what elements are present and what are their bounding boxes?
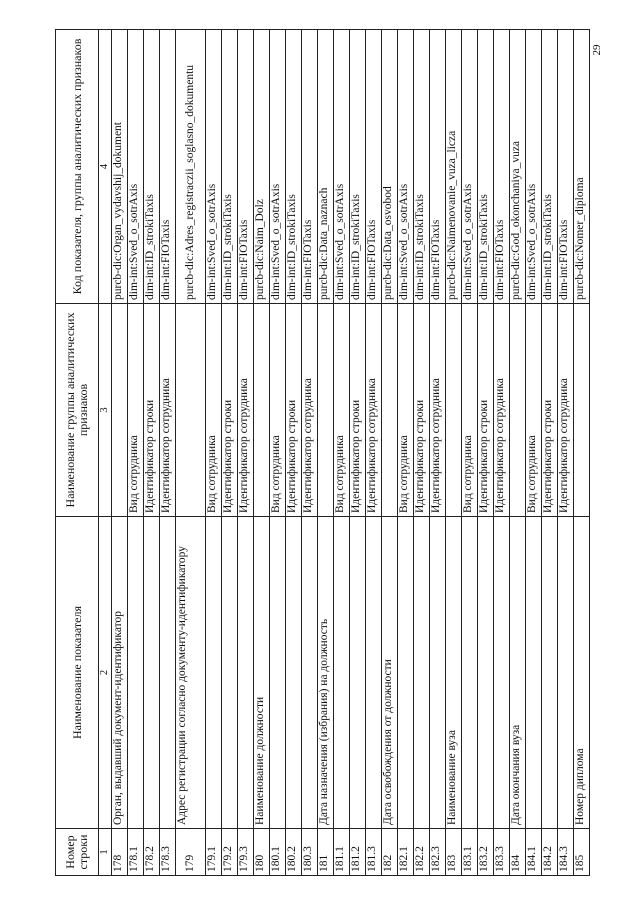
table-row <box>270 30 286 876</box>
indicator-name-cell <box>494 517 510 829</box>
row-number-cell: 181 <box>318 829 334 876</box>
indicator-name-cell: Дата освобождения от должности <box>382 517 398 829</box>
indicator-code-cell: dim-int:FIOTaxis <box>366 30 382 304</box>
indicator-name-cell <box>238 517 254 829</box>
group-name-cell: Идентификатор сотрудника <box>558 304 574 517</box>
indicator-name-cell <box>160 517 176 829</box>
header-row <box>56 30 99 876</box>
table-row <box>238 30 254 876</box>
group-name-cell: Идентификатор строки <box>286 304 302 517</box>
indicator-code-cell: dim-int:ID_strokiTaxis <box>478 30 494 304</box>
row-number-cell: 178 <box>112 829 128 876</box>
indicator-name-cell <box>222 517 238 829</box>
table-row <box>318 30 334 876</box>
indicator-name-cell <box>302 517 318 829</box>
group-name-cell: Идентификатор строки <box>144 304 160 517</box>
row-number-cell: 181.3 <box>366 829 382 876</box>
indicator-code-cell: dim-int:Sved_o_sotrAxis <box>398 30 414 304</box>
indicator-table <box>55 29 590 876</box>
table-body <box>112 30 590 876</box>
table-row <box>144 30 160 876</box>
row-number-cell: 179.2 <box>222 829 238 876</box>
table-row <box>350 30 366 876</box>
indicator-name-cell <box>366 517 382 829</box>
row-number-cell: 184.1 <box>526 829 542 876</box>
indicator-name-cell <box>334 517 350 829</box>
indicator-code-cell: dim-int:Sved_o_sotrAxis <box>526 30 542 304</box>
group-name-cell: Вид сотрудника <box>398 304 414 517</box>
table-row <box>398 30 414 876</box>
indicator-code-cell: purcb-dic:Organ_vydavshij_dokument <box>112 30 128 304</box>
table-row <box>112 30 128 876</box>
header-code: Код показателя, группы аналитических признаков <box>56 30 99 304</box>
table-header <box>56 30 112 876</box>
group-name-cell: Вид сотрудника <box>334 304 350 517</box>
column-number-row <box>99 30 112 876</box>
row-number-cell: 180.3 <box>302 829 318 876</box>
row-number-cell: 180 <box>254 829 270 876</box>
indicator-name-cell <box>478 517 494 829</box>
indicator-code-cell: dim-int:ID_strokiTaxis <box>144 30 160 304</box>
indicator-code-cell: purcb-dic:Adres_registraczii_soglasno_dokumentu <box>176 30 206 304</box>
indicator-name-cell <box>430 517 446 829</box>
group-name-cell <box>112 304 128 517</box>
indicator-code-cell: purcb-dic:Nomer_diploma <box>574 30 590 304</box>
group-name-cell <box>446 304 462 517</box>
row-number-cell: 183.1 <box>462 829 478 876</box>
indicator-name-cell: Дата окончания вуза <box>510 517 526 829</box>
table-row <box>302 30 318 876</box>
indicator-name-cell <box>558 517 574 829</box>
table-row <box>478 30 494 876</box>
indicator-name-cell <box>206 517 222 829</box>
indicator-code-cell: dim-int:Sved_o_sotrAxis <box>270 30 286 304</box>
indicator-code-cell: dim-int:ID_strokiTaxis <box>542 30 558 304</box>
indicator-name-cell <box>128 517 144 829</box>
table-row <box>160 30 176 876</box>
row-number-cell: 178.3 <box>160 829 176 876</box>
table-row <box>382 30 398 876</box>
indicator-code-cell: dim-int:ID_strokiTaxis <box>350 30 366 304</box>
rotated-table-container <box>55 30 586 876</box>
indicator-code-cell: dim-int:ID_strokiTaxis <box>286 30 302 304</box>
row-number-cell: 182.3 <box>430 829 446 876</box>
row-number-cell: 178.1 <box>128 829 144 876</box>
group-name-cell: Идентификатор сотрудника <box>494 304 510 517</box>
table-row <box>574 30 590 876</box>
indicator-code-cell: purcb-dic:God_okonchaniya_vuza <box>510 30 526 304</box>
table-row <box>446 30 462 876</box>
row-number-cell: 180.2 <box>286 829 302 876</box>
table-row <box>222 30 238 876</box>
indicator-code-cell: dim-int:Sved_o_sotrAxis <box>462 30 478 304</box>
row-number-cell: 181.1 <box>334 829 350 876</box>
column-number: 1 <box>99 829 112 876</box>
group-name-cell: Идентификатор сотрудника <box>302 304 318 517</box>
table-row <box>254 30 270 876</box>
page-number: 29 <box>591 44 603 56</box>
group-name-cell: Идентификатор сотрудника <box>238 304 254 517</box>
table-row <box>558 30 574 876</box>
header-indicator-name: Наименование показателя <box>56 517 99 829</box>
row-number-cell: 183.3 <box>494 829 510 876</box>
indicator-table-frame <box>55 30 586 876</box>
indicator-code-cell: dim-int:FIOTaxis <box>430 30 446 304</box>
row-number-cell: 179.1 <box>206 829 222 876</box>
indicator-name-cell: Номер диплома <box>574 517 590 829</box>
indicator-code-cell: purcb-dic:Data_osvobod <box>382 30 398 304</box>
row-number-cell: 182 <box>382 829 398 876</box>
column-number: 3 <box>99 304 112 517</box>
indicator-code-cell: dim-int:FIOTaxis <box>494 30 510 304</box>
indicator-code-cell: dim-int:FIOTaxis <box>302 30 318 304</box>
indicator-name-cell <box>270 517 286 829</box>
indicator-code-cell: dim-int:FIOTaxis <box>238 30 254 304</box>
indicator-code-cell: purcb-dic:Naimenovanie_vuza_licza <box>446 30 462 304</box>
table-row <box>542 30 558 876</box>
indicator-name-cell: Наименование должности <box>254 517 270 829</box>
indicator-name-cell <box>414 517 430 829</box>
table-row <box>334 30 350 876</box>
indicator-name-cell <box>526 517 542 829</box>
indicator-name-cell: Наименование вуза <box>446 517 462 829</box>
indicator-code-cell: dim-int:Sved_o_sotrAxis <box>128 30 144 304</box>
column-number: 2 <box>99 517 112 829</box>
indicator-name-cell <box>398 517 414 829</box>
row-number-cell: 184.3 <box>558 829 574 876</box>
column-number: 4 <box>99 30 112 304</box>
table-row <box>414 30 430 876</box>
table-row <box>176 30 206 876</box>
row-number-cell: 178.2 <box>144 829 160 876</box>
indicator-name-cell <box>286 517 302 829</box>
group-name-cell: Идентификатор строки <box>478 304 494 517</box>
row-number-cell: 185 <box>574 829 590 876</box>
group-name-cell: Идентификатор строки <box>350 304 366 517</box>
row-number-cell: 183.2 <box>478 829 494 876</box>
row-number-cell: 181.2 <box>350 829 366 876</box>
indicator-name-cell <box>462 517 478 829</box>
table-row <box>206 30 222 876</box>
group-name-cell: Вид сотрудника <box>462 304 478 517</box>
group-name-cell: Идентификатор сотрудника <box>160 304 176 517</box>
group-name-cell: Вид сотрудника <box>206 304 222 517</box>
table-row <box>128 30 144 876</box>
table-row <box>510 30 526 876</box>
row-number-cell: 182.2 <box>414 829 430 876</box>
row-number-cell: 180.1 <box>270 829 286 876</box>
row-number-cell: 182.1 <box>398 829 414 876</box>
indicator-name-cell: Дата назначения (избрания) на должность <box>318 517 334 829</box>
group-name-cell: Идентификатор строки <box>542 304 558 517</box>
row-number-cell: 184.2 <box>542 829 558 876</box>
group-name-cell: Вид сотрудника <box>270 304 286 517</box>
indicator-code-cell: dim-int:ID_strokiTaxis <box>414 30 430 304</box>
row-number-cell: 179 <box>176 829 206 876</box>
table-row <box>286 30 302 876</box>
row-number-cell: 184 <box>510 829 526 876</box>
group-name-cell: Идентификатор строки <box>414 304 430 517</box>
group-name-cell <box>510 304 526 517</box>
row-number-cell: 183 <box>446 829 462 876</box>
header-group-name: Наименование группы аналитических признаков <box>56 304 99 517</box>
group-name-cell: Идентификатор сотрудника <box>430 304 446 517</box>
indicator-code-cell: dim-int:Sved_o_sotrAxis <box>334 30 350 304</box>
group-name-cell <box>574 304 590 517</box>
indicator-code-cell: dim-int:Sved_o_sotrAxis <box>206 30 222 304</box>
table-row <box>494 30 510 876</box>
indicator-code-cell: dim-int:FIOTaxis <box>558 30 574 304</box>
table-row <box>366 30 382 876</box>
indicator-name-cell <box>144 517 160 829</box>
indicator-name-cell: Адрес регистрации согласно документу-идентификатору <box>176 517 206 829</box>
group-name-cell: Вид сотрудника <box>128 304 144 517</box>
indicator-code-cell: dim-int:ID_strokiTaxis <box>222 30 238 304</box>
indicator-name-cell: Орган, выдавший документ-идентификатор <box>112 517 128 829</box>
indicator-name-cell <box>542 517 558 829</box>
table-row <box>526 30 542 876</box>
header-row-number: Номер строки <box>56 829 99 876</box>
indicator-code-cell: dim-int:FIOTaxis <box>160 30 176 304</box>
group-name-cell <box>318 304 334 517</box>
group-name-cell: Вид сотрудника <box>526 304 542 517</box>
group-name-cell <box>254 304 270 517</box>
indicator-code-cell: purcb-dic:Naim_Dolz <box>254 30 270 304</box>
table-row <box>430 30 446 876</box>
indicator-name-cell <box>350 517 366 829</box>
group-name-cell <box>382 304 398 517</box>
table-row <box>462 30 478 876</box>
group-name-cell: Идентификатор сотрудника <box>366 304 382 517</box>
indicator-code-cell: purcb-dic:Data_naznach <box>318 30 334 304</box>
group-name-cell <box>176 304 206 517</box>
row-number-cell: 179.3 <box>238 829 254 876</box>
group-name-cell: Идентификатор строки <box>222 304 238 517</box>
